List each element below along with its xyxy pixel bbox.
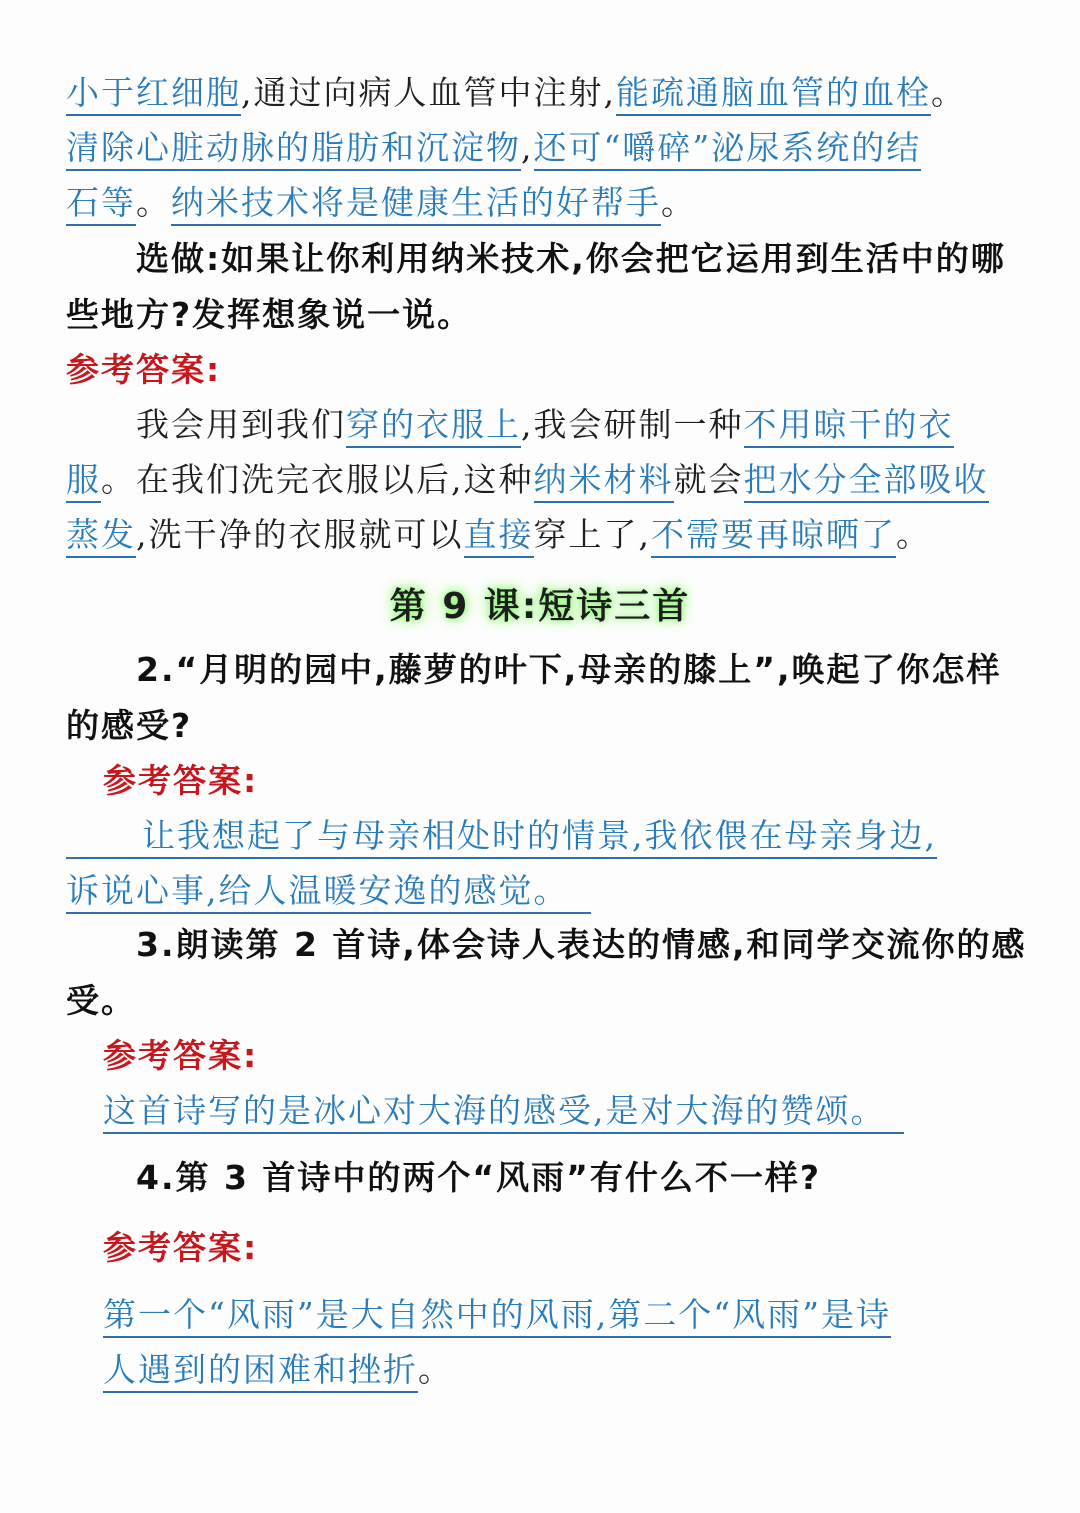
answer-text: ,洗干净的衣服就可以 — [136, 515, 464, 554]
optional-answer-line-2 — [0, 457, 1080, 503]
intro-text: ,通过向病人血管中注射, — [241, 73, 616, 112]
optional-answer-line-3 — [0, 512, 1080, 558]
intro-text: , — [521, 128, 534, 167]
answer-text: 。在我们洗完衣服以后,这种 — [101, 460, 534, 499]
answer-text: 穿上了, — [533, 515, 651, 554]
reference-answer-label: 参考答案: — [103, 1228, 259, 1267]
reference-answer-label: 参考答案: — [103, 761, 259, 800]
answer-phrase: 不需要再晾晒了 — [651, 515, 896, 558]
intro-phrase: 纳米技术将是健康生活的好帮手 — [171, 183, 661, 226]
answer-phrase: 这首诗写的是冰心对大海的感受,是对大海的赞颂。 — [103, 1091, 904, 1134]
question-2-line-2: 的感受? — [66, 706, 193, 745]
answer-text: 。 — [418, 1350, 453, 1389]
optional-question-line-2: 些地方?发挥想象说一说。 — [66, 295, 473, 334]
reference-answer-label: 参考答案: — [103, 1036, 259, 1075]
lesson-heading: 第 9 课:短诗三首 — [389, 586, 691, 627]
optional-answer-line-1 — [0, 402, 1080, 448]
answer-phrase: 蒸发 — [66, 515, 136, 558]
question-3-line-1: 3.朗读第 2 首诗,体会诗人表达的情感,和同学交流你的感 — [136, 925, 1027, 964]
answer-phrase: 服 — [66, 460, 101, 503]
intro-phrase: 清除心脏动脉的脂肪和沉淀物 — [66, 128, 521, 171]
answer-phrase: 纳米材料 — [534, 460, 674, 503]
question-3-line-2: 受。 — [66, 981, 136, 1020]
answer-text: 就会 — [673, 460, 744, 499]
answer-phrase: 人遇到的困难和挫折 — [103, 1350, 418, 1393]
question-4-answer-line-1 — [0, 1292, 1080, 1338]
intro-text: 。 — [136, 183, 171, 222]
intro-line-2 — [0, 125, 1080, 171]
question-4-answer-line-2 — [0, 1347, 1080, 1393]
answer-text: ,我会研制一种 — [521, 405, 744, 444]
intro-phrase: 小于红细胞 — [66, 73, 241, 116]
intro-phrase: 还可“嚼碎”泌尿系统的结 — [534, 128, 922, 171]
answer-phrase: 不用晾干的衣 — [744, 405, 954, 448]
answer-text: 我会用到我们 — [136, 405, 346, 444]
answer-phrase: 穿的衣服上 — [346, 405, 521, 448]
answer-phrase: 第一个“风雨”是大自然中的风雨,第二个“风雨”是诗 — [103, 1295, 891, 1338]
question-2-answer-line-2 — [0, 868, 1080, 914]
intro-line-3 — [0, 180, 1080, 226]
question-3-answer-line-1 — [0, 1088, 1080, 1134]
intro-phrase: 石等 — [66, 183, 136, 226]
answer-phrase: 诉说心事,给人温暖安逸的感觉。 — [66, 871, 591, 914]
intro-text: 。 — [661, 183, 696, 222]
question-4-line-1: 4.第 3 首诗中的两个“风雨”有什么不一样? — [136, 1158, 821, 1197]
answer-phrase: 让我想起了与母亲相处时的情景,我依偎在母亲身边, — [66, 816, 937, 859]
answer-phrase: 把水分全部吸收 — [744, 460, 989, 503]
intro-phrase: 能疏通脑血管的血栓 — [616, 73, 931, 116]
intro-line-1 — [0, 70, 1080, 116]
answer-text: 。 — [896, 515, 931, 554]
question-2-line-1: 2.“月明的园中,藤萝的叶下,母亲的膝上”,唤起了你怎样 — [136, 650, 1002, 689]
optional-question-line-1: 选做:如果让你利用纳米技术,你会把它运用到生活中的哪 — [136, 239, 1006, 278]
reference-answer-label: 参考答案: — [66, 350, 222, 389]
intro-text: 。 — [930, 73, 966, 112]
question-2-answer-line-1 — [0, 813, 1080, 859]
answer-phrase: 直接 — [464, 515, 534, 558]
